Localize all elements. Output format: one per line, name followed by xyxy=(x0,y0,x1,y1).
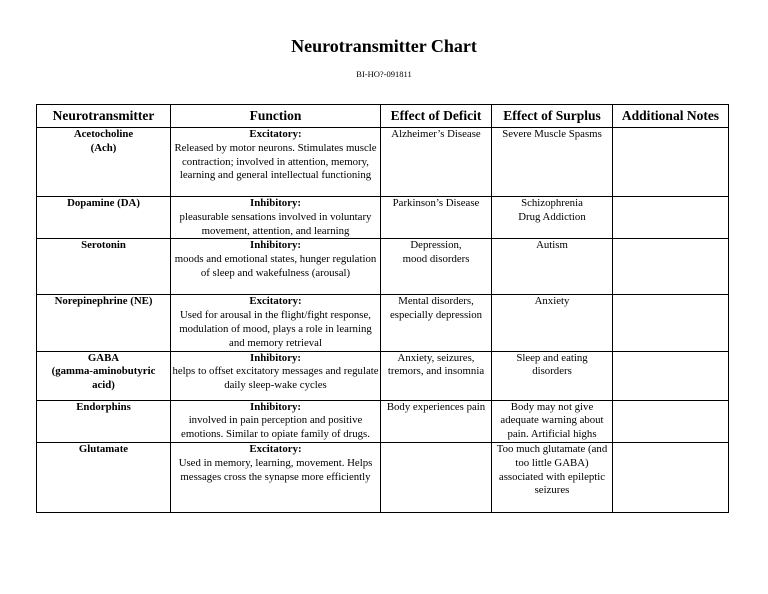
neurotransmitter-cell xyxy=(37,239,171,295)
notes-cell xyxy=(613,239,729,295)
column-header-function: Function xyxy=(171,105,381,128)
function-description: Used in memory, learning, movement. Helps messages cross the synapse more efficiently xyxy=(178,456,373,483)
surplus-cell xyxy=(492,239,613,295)
function-type: Inhibitory: xyxy=(250,197,301,209)
deficit-cell xyxy=(381,128,492,197)
function-cell xyxy=(171,239,381,295)
function-type: Excitatory: xyxy=(249,442,302,455)
surplus-cell xyxy=(492,128,613,197)
function-type: Excitatory: xyxy=(249,295,302,308)
surplus-cell xyxy=(492,295,613,351)
deficit-text: Depression, mood disorders xyxy=(402,239,470,266)
function-type: Inhibitory: xyxy=(250,400,301,413)
function-description: Used for arousal in the flight/fight response, modulation of mood, plays a role in learning and memory retrieval xyxy=(179,309,372,349)
function-type: Inhibitory: xyxy=(250,351,301,364)
deficit-cell xyxy=(381,400,492,442)
function-cell xyxy=(171,400,381,442)
deficit-cell xyxy=(381,239,492,295)
column-header-additional-notes: Additional Notes xyxy=(613,105,729,128)
neurotransmitter-cell xyxy=(37,295,171,351)
function-cell xyxy=(171,128,381,197)
column-header-effect-of-surplus: Effect of Surplus xyxy=(492,105,613,128)
notes-cell xyxy=(613,400,729,442)
table-row xyxy=(37,351,729,400)
surplus-cell xyxy=(492,400,613,442)
document-id: BI-HO?-091811 xyxy=(356,69,412,79)
surplus-cell xyxy=(492,351,613,400)
neurotransmitter-cell xyxy=(37,351,171,400)
notes-cell xyxy=(613,351,729,400)
function-type: Inhibitory: xyxy=(250,239,301,252)
table-row xyxy=(37,442,729,512)
neurotransmitter-cell xyxy=(37,442,171,512)
surplus-text: Autism xyxy=(536,239,568,252)
deficit-cell xyxy=(381,442,492,512)
table-row xyxy=(37,295,729,351)
notes-cell xyxy=(613,128,729,197)
function-cell xyxy=(171,295,381,351)
deficit-text: Anxiety, seizures, tremors, and insomnia xyxy=(387,351,485,378)
neurotransmitter-cell xyxy=(37,197,171,239)
function-type: Excitatory: xyxy=(249,128,302,140)
table-header-row xyxy=(37,105,729,128)
neurotransmitter-cell xyxy=(37,400,171,442)
neurotransmitter-name: Glutamate xyxy=(78,442,129,455)
neurotransmitter-table xyxy=(36,104,729,513)
surplus-text: Anxiety xyxy=(534,295,570,308)
deficit-text: Alzheimer’s Disease xyxy=(391,128,481,140)
table-row xyxy=(37,128,729,197)
function-cell xyxy=(171,442,381,512)
neurotransmitter-name: Norepinephrine (NE) xyxy=(54,295,153,308)
function-cell xyxy=(171,197,381,239)
neurotransmitter-name: GABA (gamma-aminobutyric acid) xyxy=(51,351,156,392)
notes-cell xyxy=(613,295,729,351)
surplus-cell xyxy=(492,197,613,239)
function-description: Released by motor neurons. Stimulates muscle contraction; involved in attention, memory, learning and general intellectual functioning xyxy=(174,141,377,182)
table-row xyxy=(37,197,729,239)
deficit-text: Mental disorders, especially depression xyxy=(389,295,483,322)
neurotransmitter-cell xyxy=(37,128,171,197)
column-header-neurotransmitter: Neurotransmitter xyxy=(37,105,171,128)
deficit-cell xyxy=(381,197,492,239)
neurotransmitter-name: Acetocholine (Ach) xyxy=(73,128,134,154)
column-header-effect-of-deficit: Effect of Deficit xyxy=(381,105,492,128)
surplus-text: Sleep and eating disorders xyxy=(516,351,588,378)
function-description: helps to offset excitatory messages and regulate daily sleep-wake cycles xyxy=(172,365,379,392)
deficit-text: Body experiences pain xyxy=(386,400,486,413)
surplus-cell xyxy=(492,442,613,512)
neurotransmitter-name: Endorphins xyxy=(76,400,131,413)
notes-cell xyxy=(613,197,729,239)
function-description: pleasurable sensations involved in voluntary movement, attention, and learning xyxy=(179,210,372,237)
deficit-cell xyxy=(381,295,492,351)
surplus-text: Too much glutamate (and too little GABA) associated with epileptic seizures xyxy=(496,442,608,497)
surplus-text: Severe Muscle Spasms xyxy=(502,128,602,140)
neurotransmitter-name: Dopamine (DA) xyxy=(67,197,140,209)
neurotransmitter-name: Serotonin xyxy=(81,239,126,252)
function-description: moods and emotional states, hunger regulation of sleep and wakefulness (arousal) xyxy=(174,253,377,279)
surplus-text: Body may not give adequate warning about pain. Artificial highs xyxy=(500,400,604,441)
function-cell xyxy=(171,351,381,400)
table-row xyxy=(37,400,729,442)
surplus-text: Schizophrenia Drug Addiction xyxy=(518,197,586,223)
deficit-text: Parkinson’s Disease xyxy=(392,197,480,209)
notes-cell xyxy=(613,442,729,512)
page-title: Neurotransmitter Chart xyxy=(291,36,477,56)
deficit-cell xyxy=(381,351,492,400)
function-description: involved in pain perception and positive emotions. Similar to opiate family of drugs. xyxy=(181,414,370,441)
table-row xyxy=(37,239,729,295)
